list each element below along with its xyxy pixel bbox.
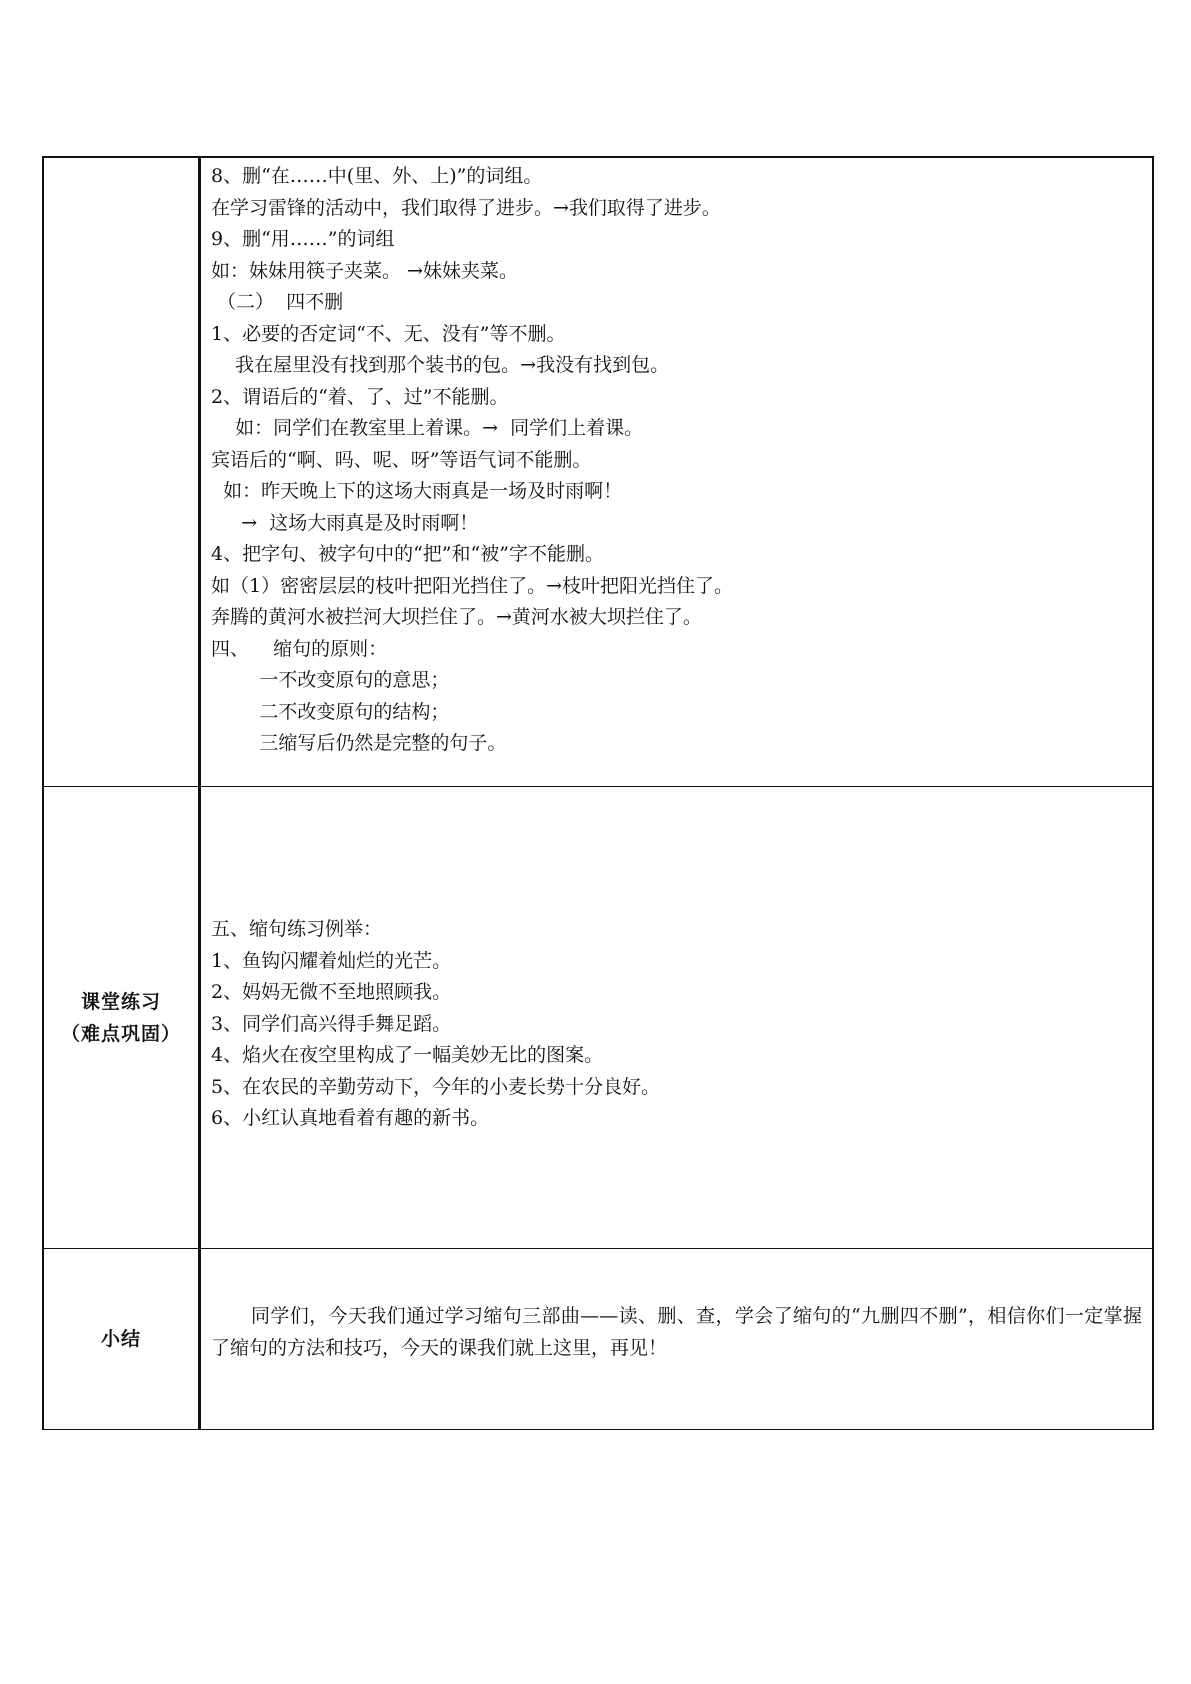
row-label-cell: [42, 1249, 201, 1429]
text-line: 1、鱼钩闪耀着灿烂的光芒。: [211, 949, 452, 972]
row-label-practice-sub: （难点巩固）: [60, 1022, 181, 1045]
text-line: 1、必要的否定词“不、无、没有”等不删。: [211, 322, 566, 345]
text-line: 6、小红认真地看着有趣的新书。: [211, 1107, 490, 1129]
content-cell: [201, 787, 1154, 1248]
text-line: 四、 缩句的原则：: [211, 637, 388, 660]
text-line: 在学习雷锋的活动中，我们取得了进步。→我们取得了进步。: [211, 196, 721, 219]
text-line: 4、把字句、被字句中的“把”和“被”字不能删。: [211, 543, 604, 565]
text-line: 9、删“用……”的词组: [211, 228, 395, 250]
text-line: 如：妹妹用筷子夹菜。 →妹妹夹菜。: [211, 259, 518, 282]
practice-examples-text: [211, 914, 660, 1135]
text-line: 如（1）密密层层的枝叶把阳光挡住了。→枝叶把阳光挡住了。: [211, 574, 734, 597]
lesson-table: [42, 156, 1154, 1430]
text-line: 我在屋里没有找到那个装书的包。→我没有找到包。: [211, 354, 670, 376]
text-line: 五、缩句练习例举：: [211, 918, 383, 940]
text-line: 2、谓语后的“着、了、过”不能删。: [211, 385, 509, 408]
row-label-cell-empty: [42, 158, 201, 786]
text-line: → 这场大雨真是及时雨啊！: [211, 511, 479, 534]
content-cell: [201, 158, 1154, 786]
text-line: 3、同学们高兴得手舞足蹈。: [211, 1012, 452, 1035]
text-line: 5、在农民的辛勤劳动下，今年的小麦长势十分良好。: [211, 1075, 661, 1098]
text-line: 奔腾的黄河水被拦河大坝拦住了。→黄河水被大坝拦住了。: [211, 606, 702, 628]
text-line: 一不改变原句的意思；: [211, 669, 450, 691]
text-line: 如：同学们在教室里上着课。→ 同学们上着课。: [211, 417, 644, 439]
text-line: 二不改变原句的结构；: [211, 700, 450, 723]
text-line: 如：昨天晚上下的这场大雨真是一场及时雨啊！: [211, 480, 623, 502]
text-line: 三缩写后仍然是完整的句子。: [211, 732, 507, 754]
text-line: 4、焰火在夜空里构成了一幅美妙无比的图案。: [211, 1044, 604, 1066]
table-row-classroom-practice: [42, 787, 1154, 1249]
deletion-rules-text: [201, 158, 1152, 760]
text-line: 2、妈妈无微不至地照顾我。: [211, 981, 452, 1003]
row-label-cell: [42, 787, 201, 1248]
text-line: 8、删“在……中(里、外、上)”的词组。: [211, 165, 543, 187]
summary-paragraph: 同学们，今天我们通过学习缩句三部曲——读、删、查，学会了缩句的“九删四不删”，相信你们一定掌握了缩句的方法和技巧，今天的课我们就上这里，再见！: [211, 1305, 1142, 1359]
text-line: （二） 四不删: [211, 291, 344, 313]
text-line: 宾语后的“啊、吗、呢、呀”等语气词不能删。: [211, 448, 592, 471]
table-row-summary: [42, 1249, 1154, 1430]
row-label-practice: 课堂练习: [80, 990, 161, 1013]
row-label-summary: 小结: [100, 1328, 141, 1350]
content-cell: [201, 1249, 1154, 1429]
table-row-deletion-rules: [42, 156, 1154, 787]
